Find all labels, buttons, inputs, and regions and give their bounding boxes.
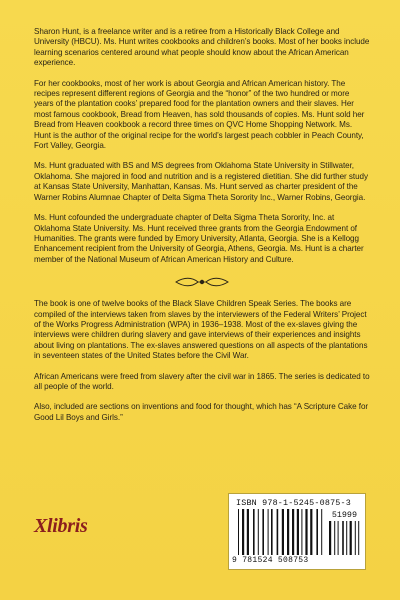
bio-paragraph-3: Ms. Hunt graduated with BS and MS degrees from Oklahoma State University in Stillwater, Oklahoma. She majored in food and nutrition and is a registered dietitian. She did further study at Kansas State University, Manhattan, Kansas. Ms. Hunt served as charter president of the Warner Robins Alumnae Chapter of Delta Sigma Theta Sorority Inc., Warner Robins, Georgia. (34, 161, 368, 202)
isbn-text: ISBN 978-1-5245-0875-3 (236, 498, 351, 508)
series-paragraph-1: The book is one of twelve books of the Black Slave Children Speak Series. The books are compiled of the interviews taken from slaves by the interviewers of the Federal Writers’ Project of the Works Progress Administration (WPA) in 1936–1938. Most of the ex-slaves giving the interviews were children during slavery and gave interviews of their experiences and insights about living on plantations. The ex-slaves answered questions on all aspects of the plantations in seventeen states of the United States before the Civil War. (34, 299, 368, 361)
price-barcode-bars (329, 521, 361, 555)
ornament-divider (34, 275, 370, 289)
series-paragraph-3: Also, included are sections on inventions and food for thought, which has “A Scripture Cake for Good Lil Boys and Girls.” (34, 402, 369, 422)
barcode-digits: 9 781524 508753 (232, 556, 309, 565)
bio-paragraph-4: Ms. Hunt cofounded the undergraduate chapter of Delta Sigma Theta Sorority, Inc. at Oklahoma State University. Ms. Hunt received three grants from the Georgia Endowment of Humanities. The grants were funded by Emory University, Atlanta, Georgia. She is a Kellogg Enhancement recipient from the University of Georgia, Athens, Georgia. Ms. Hunt is a charter member of the National Museum of African American History and Culture. (34, 213, 364, 264)
bio-paragraph-1: Sharon Hunt, is a freelance writer and is a retiree from a Historically Black College and University (HBCU). Ms. Hunt writes cookbooks and children’s books. Most of her books include learning scenarios centered around what people should know about the African American experience. (34, 27, 370, 68)
series-paragraph-2: African Americans were freed from slavery after the civil war in 1865. The series is dedicated to all people of the world. (34, 371, 370, 391)
publisher-logo: Xlibris (34, 515, 88, 537)
barcode-bars (238, 509, 326, 555)
ornament-icon (174, 276, 230, 288)
barcode-block (228, 493, 366, 570)
cover-text (34, 27, 370, 433)
price-code: 51999 (331, 510, 357, 520)
bio-paragraph-2: For her cookbooks, most of her work is about Georgia and African American history. The recipes represent different regions of Georgia and the “honor” of the two hundred or more years of the plantation cooks’ prepared food for the plantation owners and their slaves. Her most famous cookbook, Bread from Heaven, has sold thousands of copies. Ms. Hunt sold her Bread from Heaven cookbook a record three times on QVC Home Shopping Network. Ms. Hunt is the author of the original recipe for the world’s largest peach cobbler in Peach County, Fort Valley, Georgia. (34, 78, 365, 151)
